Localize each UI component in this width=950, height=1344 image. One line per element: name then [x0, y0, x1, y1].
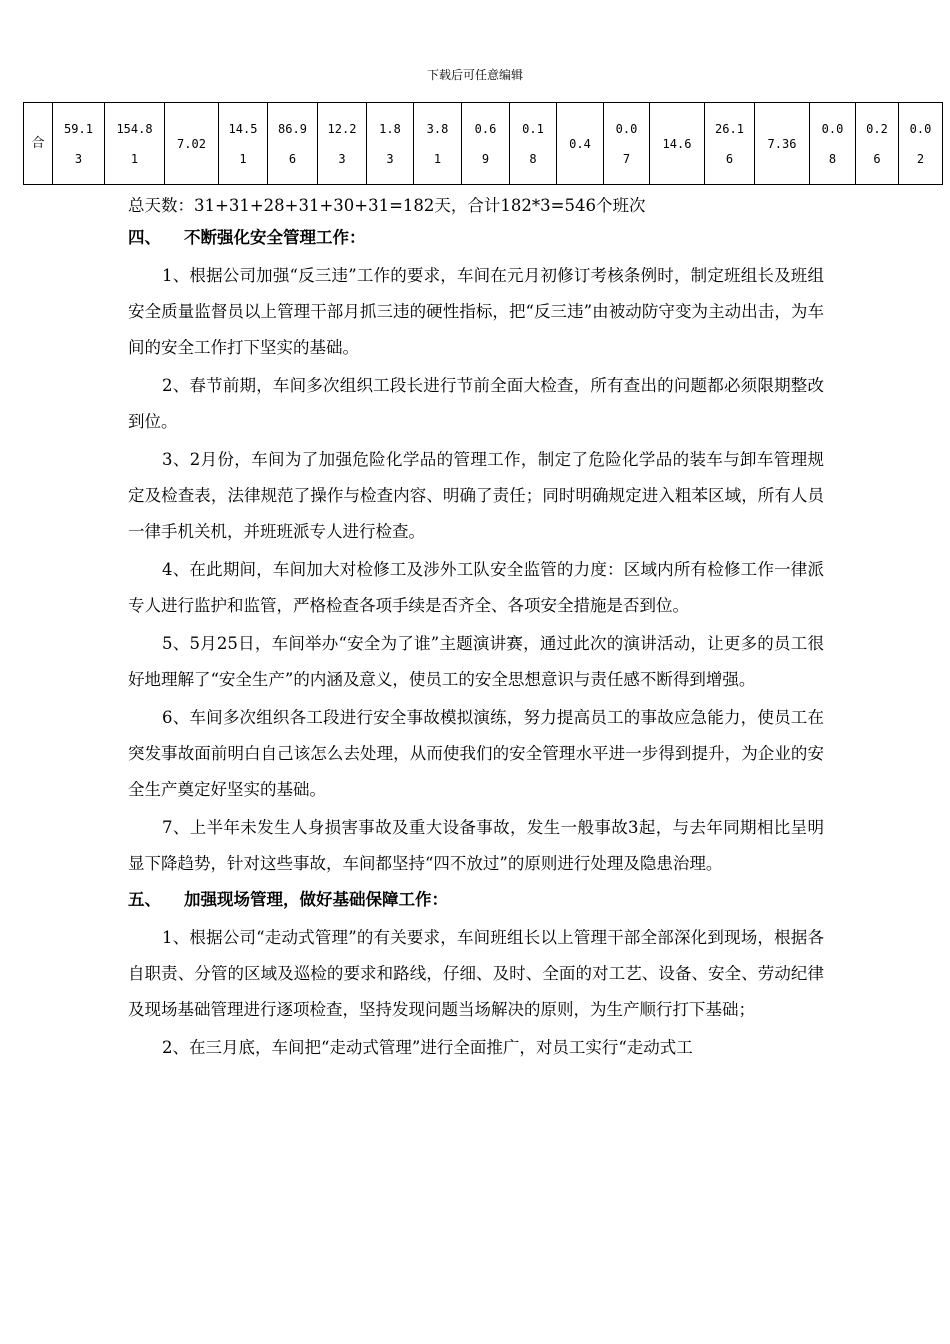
table-cell: 59.1 3	[53, 103, 105, 185]
table-cell: 0.2 6	[856, 103, 899, 185]
paragraph: 7、上半年未发生人身损害事故及重大设备事故，发生一般事故3起，与去年同期相比呈明显下降趋势，针对这些事故，车间都坚持“四不放过”的原则进行处理及隐患治理。	[128, 818, 824, 873]
section-heading-4	[128, 224, 824, 252]
section-heading-5	[128, 886, 824, 914]
section-title: 不断强化安全管理工作：	[184, 228, 366, 247]
table-cell: 14.6	[650, 103, 705, 185]
document-body	[128, 192, 824, 1068]
table-cell: 7.36	[755, 103, 810, 185]
paragraph: 1、根据公司加强“反三违”工作的要求，车间在元月初修订考核条例时，制定班组长及班组安全质量监督员以上管理干部月抓三违的硬性指标，把“反三违”由被动防守变为主动出击，为车间的安全工作打下坚实的基础。	[128, 266, 824, 357]
paragraph: 1、根据公司“走动式管理”的有关要求，车间班组长以上管理干部全部深化到现场，根据各自职责、分管的区域及巡检的要求和路线，仔细、及时、全面的对工艺、设备、安全、劳动纪律及现场基础管理进行逐项检查，坚持发现问题当场解决的原则，为生产顺行打下基础；	[128, 928, 824, 1019]
table-cell: 3.8 1	[414, 103, 462, 185]
table-cell: 0.0 7	[604, 103, 650, 185]
paragraph: 3、2月份，车间为了加强危险化学品的管理工作，制定了危险化学品的装车与卸车管理规定及检查表，法律规范了操作与检查内容、明确了责任；同时明确规定进入粗苯区域，所有人员一律手机关机，并班班派专人进行检查。	[128, 450, 824, 541]
paragraph: 2、在三月底，车间把“走动式管理”进行全面推广，对员工实行“走动式工	[162, 1038, 693, 1057]
section-number: 四、	[128, 228, 161, 247]
table-cell: 12.2 3	[318, 103, 367, 185]
page-header: 下载后可任意编辑	[426, 68, 523, 82]
table-cell: 1.8 3	[367, 103, 414, 185]
paragraph: 6、车间多次组织各工段进行安全事故模拟演练，努力提高员工的事故应急能力，使员工在突发事故面前明白自己该怎么去处理，从而使我们的安全管理水平进一步得到提升，为企业的安全生产奠定好坚实的基础。	[128, 708, 824, 799]
section-number: 五、	[128, 890, 161, 909]
table-cell: 86.9 6	[268, 103, 318, 185]
paragraph: 4、在此期间，车间加大对检修工及涉外工队安全监管的力度：区域内所有检修工作一律派专人进行监护和监管，严格检查各项手续是否齐全、各项安全措施是否到位。	[128, 560, 824, 615]
table-cell: 154.8 1	[105, 103, 165, 185]
total-days-line: 总天数：31+31+28+31+30+31=182天，合计182*3=546个班次	[128, 196, 646, 215]
table-cell: 0.4	[557, 103, 604, 185]
table-cell: 0.0 8	[810, 103, 856, 185]
table-cell: 7.02	[165, 103, 219, 185]
table-cell-label: 合	[24, 103, 53, 185]
table-cell: 0.0 2	[899, 103, 943, 185]
table-cell: 14.5 1	[219, 103, 268, 185]
table-row	[24, 103, 943, 185]
section-title: 加强现场管理，做好基础保障工作：	[184, 890, 448, 909]
paragraph: 5、5月25日，车间举办“安全为了谁”主题演讲赛，通过此次的演讲活动，让更多的员工很好地理解了“安全生产”的内涵及意义，使员工的安全思想意识与责任感不断得到增强。	[128, 634, 824, 689]
paragraph: 2、春节前期，车间多次组织工段长进行节前全面大检查，所有查出的问题都必须限期整改到位。	[128, 376, 824, 431]
table-cell: 0.1 8	[510, 103, 557, 185]
totals-table	[23, 102, 943, 185]
table-cell: 0.6 9	[462, 103, 510, 185]
table-cell: 26.1 6	[705, 103, 755, 185]
